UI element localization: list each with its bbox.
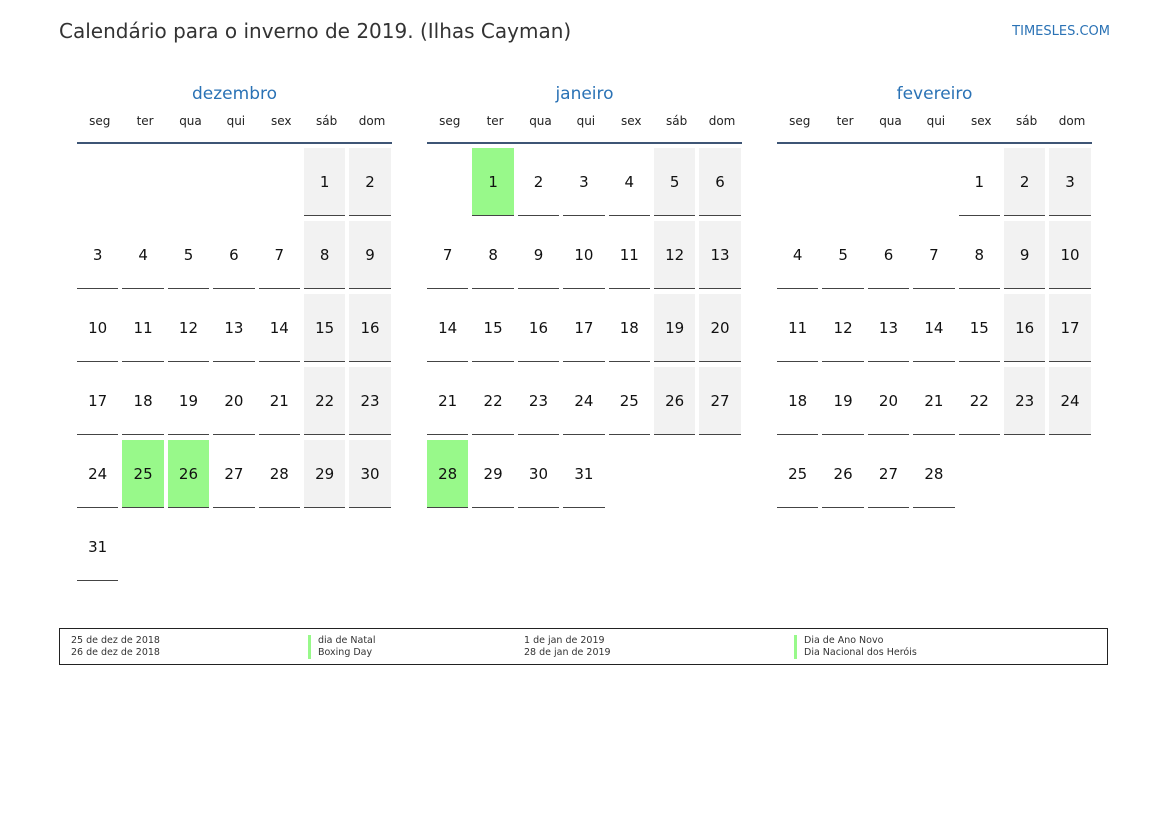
day-cell[interactable]	[472, 367, 517, 440]
site-link[interactable]: TIMESLES.COM	[1012, 24, 1110, 39]
day-cell[interactable]	[777, 221, 822, 294]
day-number: 13	[213, 294, 254, 362]
day-number: 27	[868, 440, 909, 508]
day-number: 14	[259, 294, 300, 362]
weekday-label: qui	[226, 114, 246, 128]
days-grid	[777, 144, 1092, 513]
day-number: 25	[609, 367, 650, 435]
day-cell[interactable]	[518, 294, 563, 367]
day-cell[interactable]	[1004, 221, 1049, 294]
weekday-label: dom	[1058, 114, 1086, 128]
day-cell[interactable]	[959, 294, 1004, 367]
day-cell[interactable]	[959, 367, 1004, 440]
day-number: 20	[699, 294, 740, 362]
day-number: 26	[822, 440, 863, 508]
day-cell[interactable]	[1049, 294, 1094, 367]
month-february	[777, 80, 1092, 513]
day-cell[interactable]	[563, 294, 608, 367]
legend-date: 28 de jan de 2019	[524, 647, 611, 658]
day-cell[interactable]	[77, 367, 122, 440]
weekday-label: sex	[970, 114, 992, 128]
day-number: 28	[913, 440, 954, 508]
days-grid	[77, 144, 392, 586]
weekday-label: seg	[789, 114, 811, 128]
day-number: 21	[259, 367, 300, 435]
day-number: 17	[563, 294, 604, 362]
day-number: 23	[349, 367, 390, 435]
day-number: 13	[699, 221, 740, 289]
holiday-legend	[59, 628, 1108, 665]
day-cell[interactable]	[77, 294, 122, 367]
day-cell[interactable]	[913, 367, 958, 440]
day-cell[interactable]	[122, 367, 167, 440]
empty-cell	[913, 148, 958, 221]
weekday-label: ter	[486, 114, 504, 128]
day-cell[interactable]	[349, 221, 394, 294]
day-cell[interactable]	[472, 148, 517, 221]
day-cell[interactable]	[518, 367, 563, 440]
day-cell[interactable]	[609, 294, 654, 367]
day-cell[interactable]	[304, 148, 349, 221]
weekday-label: qua	[529, 114, 552, 128]
empty-cell	[122, 148, 167, 221]
day-cell[interactable]	[349, 148, 394, 221]
day-number: 8	[959, 221, 1000, 289]
day-cell[interactable]	[868, 367, 913, 440]
weekday-label: qua	[179, 114, 202, 128]
day-cell[interactable]	[472, 221, 517, 294]
day-number: 17	[1049, 294, 1090, 362]
month-january	[427, 80, 742, 513]
day-number: 15	[472, 294, 513, 362]
legend-holiday-name: dia de Natal	[308, 635, 376, 647]
day-cell[interactable]	[699, 221, 744, 294]
day-cell[interactable]	[563, 148, 608, 221]
weekday-label: ter	[136, 114, 154, 128]
day-number: 1	[304, 148, 345, 216]
day-number: 22	[472, 367, 513, 435]
day-number: 9	[349, 221, 390, 289]
legend-date: 1 de jan de 2019	[524, 635, 605, 646]
day-cell[interactable]	[654, 148, 699, 221]
day-cell[interactable]	[259, 367, 304, 440]
day-number: 19	[654, 294, 695, 362]
weekday-label: dom	[708, 114, 736, 128]
day-number: 29	[472, 440, 513, 508]
day-cell[interactable]	[563, 367, 608, 440]
day-number: 1	[472, 148, 513, 216]
day-cell[interactable]	[77, 440, 122, 513]
day-cell[interactable]	[822, 440, 867, 513]
day-cell[interactable]	[822, 221, 867, 294]
day-number: 12	[168, 294, 209, 362]
day-number: 31	[77, 513, 118, 581]
weekday-label: sáb	[666, 114, 688, 128]
day-number: 14	[427, 294, 468, 362]
day-cell[interactable]	[1049, 367, 1094, 440]
day-number: 20	[868, 367, 909, 435]
day-cell[interactable]	[1049, 221, 1094, 294]
day-number: 12	[822, 294, 863, 362]
day-number: 29	[304, 440, 345, 508]
day-number: 11	[777, 294, 818, 362]
day-cell[interactable]	[1004, 294, 1049, 367]
days-grid	[427, 144, 742, 513]
day-cell[interactable]	[168, 294, 213, 367]
month-name: janeiro	[555, 84, 614, 104]
day-number: 24	[1049, 367, 1090, 435]
day-number: 20	[213, 367, 254, 435]
day-cell[interactable]	[427, 440, 472, 513]
day-cell[interactable]	[959, 148, 1004, 221]
day-cell[interactable]	[518, 440, 563, 513]
weekday-label: sex	[270, 114, 292, 128]
weekday-label: seg	[89, 114, 111, 128]
weekday-label: sex	[620, 114, 642, 128]
day-number: 5	[654, 148, 695, 216]
day-number: 25	[122, 440, 163, 508]
day-cell[interactable]	[304, 221, 349, 294]
day-number: 21	[427, 367, 468, 435]
day-number: 11	[122, 294, 163, 362]
day-cell[interactable]	[654, 294, 699, 367]
weekday-label: ter	[836, 114, 854, 128]
legend-holiday-name: Dia Nacional dos Heróis	[794, 647, 917, 659]
day-cell[interactable]	[349, 294, 394, 367]
day-cell[interactable]	[304, 294, 349, 367]
day-cell[interactable]	[1004, 148, 1049, 221]
day-number: 3	[1049, 148, 1090, 216]
day-number: 11	[609, 221, 650, 289]
day-number: 7	[259, 221, 300, 289]
day-number: 19	[822, 367, 863, 435]
day-number: 10	[1049, 221, 1090, 289]
day-number: 24	[563, 367, 604, 435]
day-cell[interactable]	[654, 221, 699, 294]
weekday-header	[77, 108, 392, 144]
empty-cell	[427, 148, 472, 221]
day-number: 16	[1004, 294, 1045, 362]
month-name: dezembro	[192, 84, 277, 104]
day-cell[interactable]	[427, 294, 472, 367]
day-number: 1	[959, 148, 1000, 216]
day-cell[interactable]	[699, 294, 744, 367]
day-cell[interactable]	[777, 440, 822, 513]
day-cell[interactable]	[122, 440, 167, 513]
day-cell[interactable]	[122, 294, 167, 367]
day-cell[interactable]	[518, 221, 563, 294]
empty-cell	[168, 148, 213, 221]
day-number: 18	[777, 367, 818, 435]
page-title: Calendário para o inverno de 2019. (Ilhas Cayman)	[59, 19, 572, 43]
day-number: 10	[563, 221, 604, 289]
day-cell[interactable]	[427, 221, 472, 294]
legend-date: 25 de dez de 2018	[71, 635, 160, 646]
empty-cell	[77, 148, 122, 221]
day-number: 4	[777, 221, 818, 289]
weekday-label: dom	[358, 114, 386, 128]
day-cell[interactable]	[259, 221, 304, 294]
day-number: 6	[868, 221, 909, 289]
day-number: 7	[913, 221, 954, 289]
empty-cell	[777, 148, 822, 221]
day-number: 16	[518, 294, 559, 362]
day-cell[interactable]	[699, 148, 744, 221]
day-cell[interactable]	[563, 440, 608, 513]
weekday-label: qua	[879, 114, 902, 128]
day-cell[interactable]	[868, 221, 913, 294]
day-cell[interactable]	[213, 440, 258, 513]
weekday-label: qui	[576, 114, 596, 128]
day-number: 2	[1004, 148, 1045, 216]
day-cell[interactable]	[349, 367, 394, 440]
day-cell[interactable]	[122, 221, 167, 294]
day-cell[interactable]	[349, 440, 394, 513]
day-number: 9	[1004, 221, 1045, 289]
day-cell[interactable]	[168, 367, 213, 440]
day-cell[interactable]	[777, 367, 822, 440]
day-number: 28	[259, 440, 300, 508]
day-number: 9	[518, 221, 559, 289]
day-number: 18	[609, 294, 650, 362]
day-number: 12	[654, 221, 695, 289]
day-number: 4	[122, 221, 163, 289]
empty-cell	[868, 148, 913, 221]
day-number: 30	[518, 440, 559, 508]
day-number: 23	[518, 367, 559, 435]
day-number: 2	[349, 148, 390, 216]
day-number: 3	[563, 148, 604, 216]
day-number: 23	[1004, 367, 1045, 435]
day-cell[interactable]	[77, 221, 122, 294]
empty-cell	[213, 148, 258, 221]
day-cell[interactable]	[868, 440, 913, 513]
day-number: 14	[913, 294, 954, 362]
day-cell[interactable]	[1004, 367, 1049, 440]
day-cell[interactable]	[609, 221, 654, 294]
day-number: 15	[959, 294, 1000, 362]
day-cell[interactable]	[822, 367, 867, 440]
day-cell[interactable]	[822, 294, 867, 367]
weekday-label: sáb	[1016, 114, 1038, 128]
day-cell[interactable]	[609, 367, 654, 440]
day-cell[interactable]	[699, 367, 744, 440]
day-number: 4	[609, 148, 650, 216]
day-cell[interactable]	[868, 294, 913, 367]
day-cell[interactable]	[259, 294, 304, 367]
day-number: 6	[213, 221, 254, 289]
day-number: 8	[472, 221, 513, 289]
day-cell[interactable]	[168, 440, 213, 513]
day-number: 7	[427, 221, 468, 289]
month-name: fevereiro	[896, 84, 973, 104]
day-number: 22	[959, 367, 1000, 435]
day-number: 10	[77, 294, 118, 362]
day-number: 15	[304, 294, 345, 362]
day-cell[interactable]	[913, 440, 958, 513]
day-cell[interactable]	[259, 440, 304, 513]
day-cell[interactable]	[654, 367, 699, 440]
weekday-label: qui	[926, 114, 946, 128]
day-number: 17	[77, 367, 118, 435]
day-cell[interactable]	[213, 221, 258, 294]
day-number: 27	[699, 367, 740, 435]
day-number: 28	[427, 440, 468, 508]
month-december	[77, 80, 392, 586]
day-cell[interactable]	[213, 294, 258, 367]
day-cell[interactable]	[77, 513, 122, 586]
weekday-header	[777, 108, 1092, 144]
day-number: 6	[699, 148, 740, 216]
weekday-label: seg	[439, 114, 461, 128]
day-number: 26	[168, 440, 209, 508]
day-number: 18	[122, 367, 163, 435]
day-cell[interactable]	[777, 294, 822, 367]
day-number: 8	[304, 221, 345, 289]
day-number: 30	[349, 440, 390, 508]
empty-cell	[822, 148, 867, 221]
weekday-label: sáb	[316, 114, 338, 128]
day-cell[interactable]	[959, 221, 1004, 294]
day-number: 3	[77, 221, 118, 289]
legend-holiday-name: Boxing Day	[308, 647, 372, 659]
day-cell[interactable]	[913, 221, 958, 294]
day-number: 25	[777, 440, 818, 508]
day-number: 31	[563, 440, 604, 508]
day-number: 2	[518, 148, 559, 216]
day-number: 22	[304, 367, 345, 435]
day-cell[interactable]	[472, 294, 517, 367]
day-cell[interactable]	[472, 440, 517, 513]
weekday-header	[427, 108, 742, 144]
day-cell[interactable]	[609, 148, 654, 221]
day-cell[interactable]	[913, 294, 958, 367]
day-number: 16	[349, 294, 390, 362]
day-cell[interactable]	[213, 367, 258, 440]
day-cell[interactable]	[168, 221, 213, 294]
day-number: 19	[168, 367, 209, 435]
day-number: 13	[868, 294, 909, 362]
day-cell[interactable]	[563, 221, 608, 294]
legend-date: 26 de dez de 2018	[71, 647, 160, 658]
day-cell[interactable]	[427, 367, 472, 440]
day-cell[interactable]	[1049, 148, 1094, 221]
empty-cell	[259, 148, 304, 221]
day-number: 21	[913, 367, 954, 435]
day-cell[interactable]	[304, 367, 349, 440]
day-cell[interactable]	[518, 148, 563, 221]
day-number: 5	[822, 221, 863, 289]
day-number: 5	[168, 221, 209, 289]
day-cell[interactable]	[304, 440, 349, 513]
legend-holiday-name: Dia de Ano Novo	[794, 635, 883, 647]
day-number: 26	[654, 367, 695, 435]
day-number: 24	[77, 440, 118, 508]
day-number: 27	[213, 440, 254, 508]
